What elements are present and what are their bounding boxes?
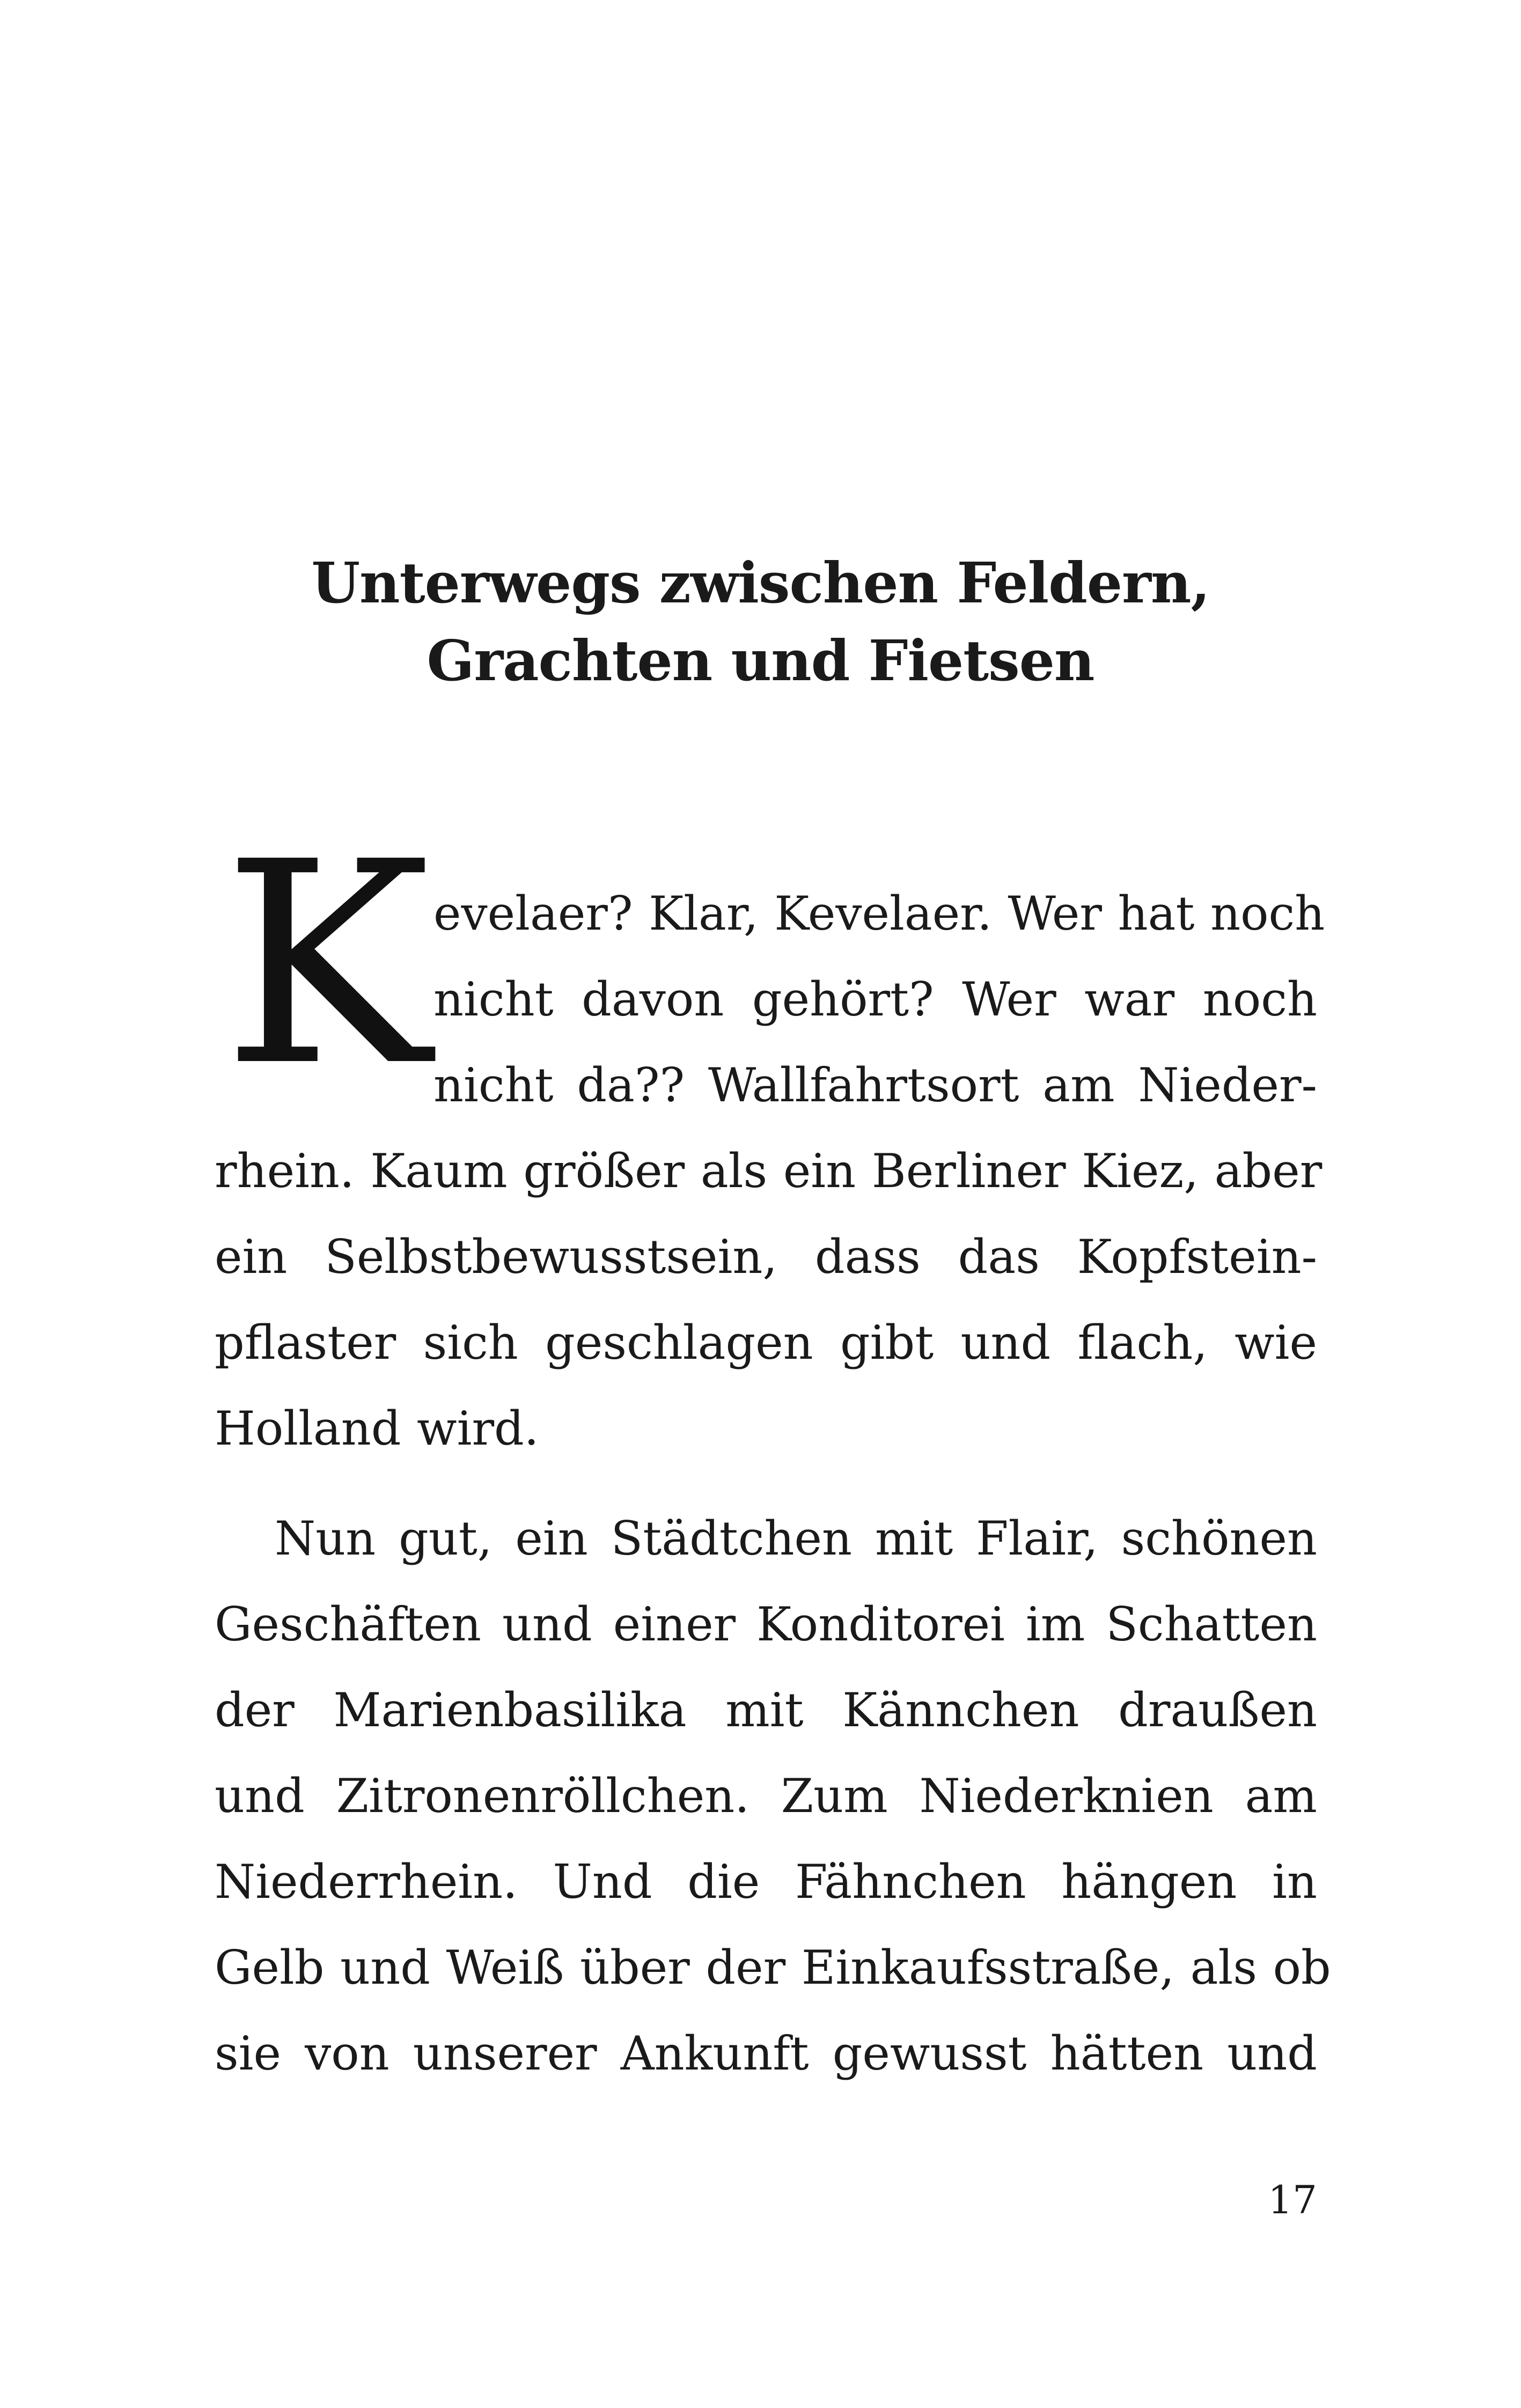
paragraph-2-line: Geschäften und einer Konditorei im Schatten — [215, 1597, 1317, 1652]
paragraph-1-line: ein Selbstbewusstsein, dass das Kopfstein- — [215, 1229, 1317, 1284]
chapter-title-line-2: Grachten und Fietsen — [427, 628, 1094, 694]
paragraph-2-line: Niederrhein. Und die Fähnchen hängen in — [215, 1854, 1317, 1909]
paragraph-2-line: der Marienbasilika mit Kännchen draußen — [215, 1683, 1317, 1737]
paragraph-2-line: Nun gut, ein Städtchen mit Flair, schönen — [275, 1511, 1317, 1566]
paragraph-1-line: nicht davon gehört? Wer war noch — [433, 972, 1317, 1027]
paragraph-1-line: pflaster sich geschlagen gibt und flach, wie — [215, 1315, 1317, 1370]
paragraph-1-line: nicht da?? Wallfahrtsort am Nieder- — [433, 1058, 1317, 1113]
paragraph-2-line: Gelb und Weiß über der Einkaufsstraße, als ob — [215, 1940, 1331, 1995]
drop-cap: K — [223, 802, 431, 1127]
chapter-title-line-1: Unterwegs zwischen Feldern, — [311, 550, 1210, 616]
paragraph-1-line: rhein. Kaum größer als ein Berliner Kiez, aber — [215, 1144, 1322, 1198]
paragraph-2-line: und Zitronenröllchen. Zum Niederknien am — [215, 1769, 1317, 1823]
paragraph-1-line: Holland wird. — [215, 1401, 539, 1456]
paragraph-2-line: sie von unserer Ankunft gewusst hätten und — [215, 2026, 1317, 2081]
page-number: 17 — [1268, 2177, 1317, 2222]
paragraph-1-line: evelaer? Klar, Kevelaer. Wer hat noch — [433, 886, 1325, 941]
